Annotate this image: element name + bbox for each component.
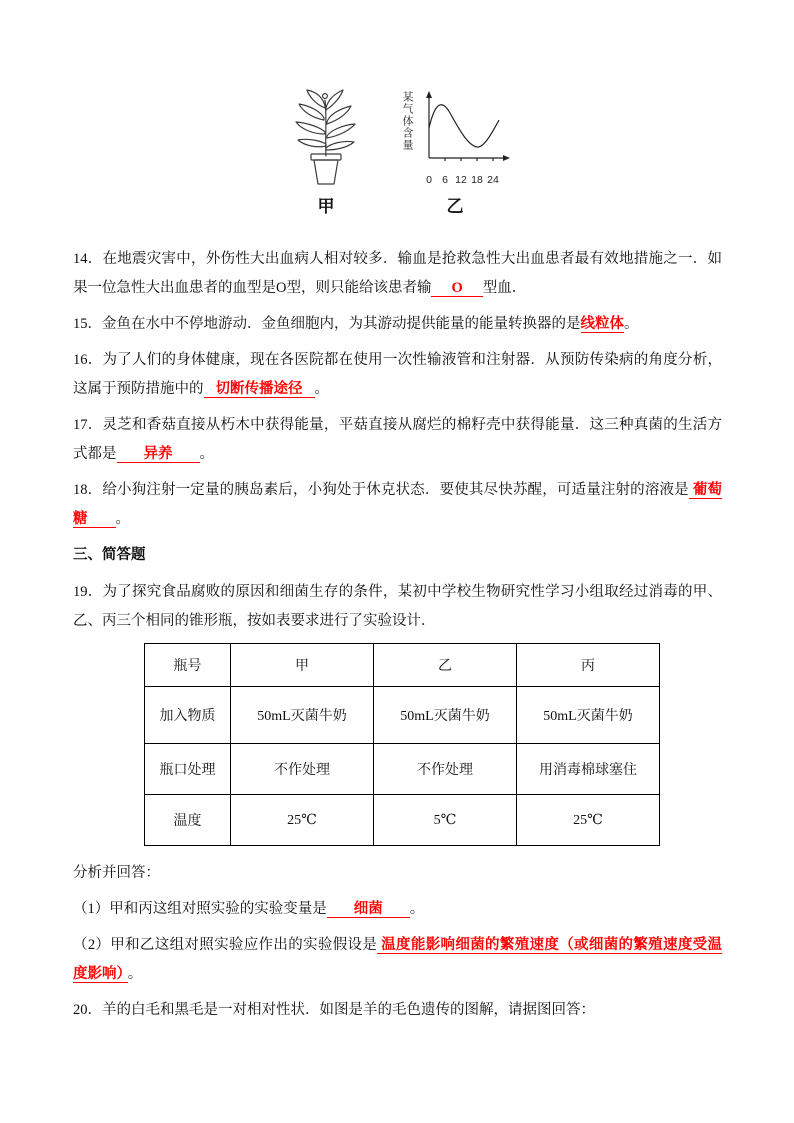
header-jia: 甲 (231, 644, 374, 687)
question-17-tail: 。 (199, 446, 214, 462)
graph-x-ticks (415, 174, 511, 188)
question-18-tail: 。 (115, 511, 130, 527)
experiment-table (144, 643, 660, 846)
table-row-substance (145, 687, 660, 744)
question-20: 20．羊的白毛和黑毛是一对相对性状．如图是羊的毛色遗传的图解，请据图回答： (73, 1002, 595, 1018)
cell-mouth-jia: 不作处理 (231, 744, 374, 795)
table-header-row (145, 644, 660, 687)
question-15-text: 15．金鱼在水中不停地游动．金鱼细胞内，为其游动提供能量的能量转换器的是 (73, 316, 581, 332)
question-16-tail: 。 (314, 381, 329, 397)
question-15-tail: 。 (624, 316, 639, 332)
cell-substance-bing: 50mL灭菌牛奶 (517, 687, 660, 744)
question-17 (73, 411, 722, 469)
question-19-sub2-text: （2）甲和乙这组对照实验应作出的实验假设是 (73, 937, 378, 953)
cell-mouth-bing: 用消毒棉球塞住 (517, 744, 660, 795)
question-16-answer-blank: 切断传播途径 (204, 381, 315, 398)
header-yi: 乙 (374, 644, 517, 687)
question-16-text: 16．为了人们的身体健康，现在各医院都在使用一次性输液管和注射器．从预防传染病的角度分析，这属于预防措施中的 (73, 352, 722, 397)
question-14-tail: 型血． (482, 280, 527, 296)
figure-block (289, 88, 722, 217)
question-19-sub2 (73, 931, 722, 989)
x-tick-12: 12 (455, 174, 467, 186)
table-row-temperature (145, 795, 660, 846)
plant-illustration (289, 88, 363, 188)
gas-graph-wrap (399, 90, 511, 188)
graph-figure (399, 90, 511, 217)
question-15 (73, 310, 722, 339)
question-17-text: 17．灵芝和香菇直接从朽木中获得能量，平菇直接从腐烂的棉籽壳中获得能量．这三种真菌的生活方式都是 (73, 417, 722, 462)
cell-mouth-yi: 不作处理 (374, 744, 517, 795)
cell-substance-jia: 50mL灭菌牛奶 (231, 687, 374, 744)
x-tick-18: 18 (471, 174, 483, 186)
question-14-answer-blank: O (431, 280, 482, 297)
figure-label-jia: 甲 (317, 197, 335, 216)
x-tick-24: 24 (487, 174, 499, 186)
question-19-sub1-answer-blank: 细菌 (327, 901, 410, 918)
cell-temp-bing: 25℃ (517, 795, 660, 846)
question-14 (73, 245, 722, 303)
question-18-answer-blank: 葡萄糖 (73, 482, 723, 527)
gas-curve-svg (415, 90, 511, 168)
question-19-sub1-tail: 。 (409, 901, 425, 917)
cell-substance-yi: 50mL灭菌牛奶 (374, 687, 517, 744)
question-17-answer-blank: 异养 (117, 446, 200, 463)
question-14-text: 14．在地震灾害中，外伤性大出血病人相对较多．输血是抢救急性大出血患者最有效地措施之一．如果一位急性大出血患者的血型是O型，则只能给该患者输 (73, 251, 722, 296)
question-19-sub1 (73, 895, 722, 924)
row-label-substance: 加入物质 (145, 687, 231, 744)
table-row-mouth-treatment (145, 744, 660, 795)
graph-y-axis-label: 某气体含量 (401, 91, 413, 151)
question-19-sub2-tail: 。 (127, 966, 143, 982)
plant-figure (289, 88, 363, 217)
question-18 (73, 476, 722, 534)
question-16 (73, 346, 722, 404)
figure-label-yi: 乙 (446, 197, 464, 216)
section-3-heading: 三、简答题 (73, 547, 146, 563)
question-18-text: 18．给小狗注射一定量的胰岛素后，小狗处于休克状态．要使其尽快苏醒，可适量注射的溶液是 (73, 482, 689, 498)
x-tick-6: 6 (442, 174, 448, 186)
question-15-answer-blank: 线粒体 (580, 316, 624, 332)
question-19-analyze-label: 分析并回答： (73, 865, 160, 881)
row-label-temp: 温度 (145, 795, 231, 846)
header-bing: 丙 (517, 644, 660, 687)
header-bottle-no: 瓶号 (145, 644, 231, 687)
question-19-intro: 19．为了探究食品腐败的原因和细菌生存的条件，某初中学校生物研究性学习小组取经过消毒的甲、乙、丙三个相同的锥形瓶，按如表要求进行了实验设计． (73, 584, 722, 629)
cell-temp-yi: 5℃ (374, 795, 517, 846)
x-tick-0: 0 (426, 174, 432, 186)
question-19-sub2-answer-blank: 温度能影响细菌的繁殖速度（或细菌的繁殖速度受温度影响） (73, 937, 723, 982)
row-label-mouth: 瓶口处理 (145, 744, 231, 795)
question-19-sub1-text: （1）甲和丙这组对照实验的实验变量是 (73, 901, 327, 917)
gas-curve-chart (415, 90, 511, 188)
cell-temp-jia: 25℃ (231, 795, 374, 846)
